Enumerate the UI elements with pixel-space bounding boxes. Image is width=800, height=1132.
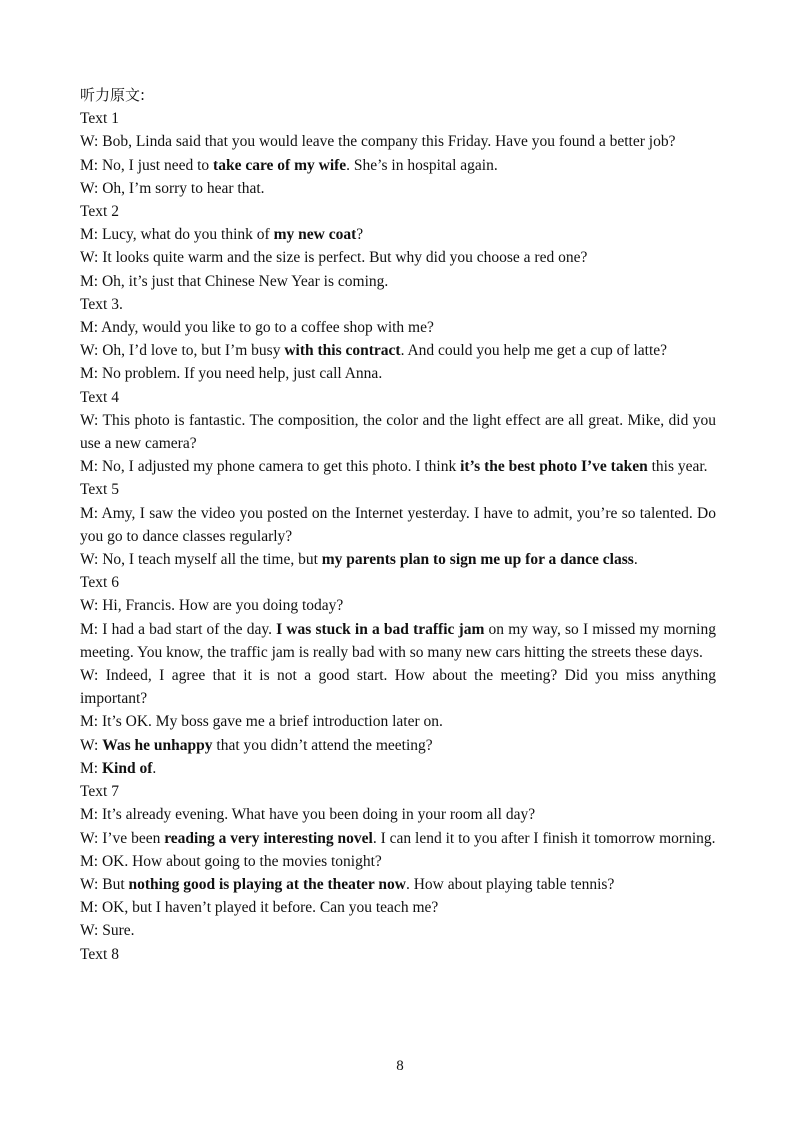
dialogue-line xyxy=(80,664,716,710)
dialogue-line xyxy=(80,223,716,246)
dialogue-text: W: But xyxy=(80,875,129,893)
dialogue-text: . I can lend it to you after I finish it tomorrow morning. xyxy=(372,829,716,847)
dialogue-text: W: Oh, I’m sorry to hear that. xyxy=(80,179,265,197)
dialogue-text: M: Andy, would you like to go to a coffee shop with me? xyxy=(80,319,434,337)
dialogue-line xyxy=(80,873,716,896)
dialogue-text: ? xyxy=(356,226,364,244)
dialogue-line xyxy=(80,362,716,385)
dialogue-line xyxy=(80,455,716,478)
dialogue-text: W: xyxy=(80,736,103,754)
page-number: 8 xyxy=(396,1058,404,1074)
key-phrase: I was stuck in a bad traffic jam xyxy=(276,620,485,638)
dialogue-line xyxy=(80,177,716,200)
key-phrase: Was he unhappy xyxy=(102,736,213,754)
dialogue-text: M: OK, but I haven’t played it before. Can you teach me? xyxy=(80,899,439,917)
dialogue-line xyxy=(80,734,716,757)
dialogue-text: M: No, I just need to xyxy=(80,156,214,174)
section-label-text-1: Text 1 xyxy=(80,110,119,128)
key-phrase: reading a very interesting novel xyxy=(164,829,373,847)
key-phrase: my parents plan to sign me up for a dance class xyxy=(321,551,634,569)
dialogue-line xyxy=(80,548,716,571)
dialogue-line xyxy=(80,270,716,293)
dialogue-line xyxy=(80,896,716,919)
dialogue-text: . xyxy=(152,759,157,777)
section-label-text-8: Text 8 xyxy=(80,945,119,963)
key-phrase: take care of my wife xyxy=(213,156,347,174)
dialogue-line xyxy=(80,502,716,548)
section-label-text-4: Text 4 xyxy=(80,388,119,406)
dialogue-text: W: Bob, Linda said that you would leave the company this Friday. Have you found a better job? xyxy=(80,133,676,151)
dialogue-line xyxy=(80,827,716,850)
section-label-text-3: Text 3. xyxy=(80,295,123,313)
dialogue-text: W: I’ve been xyxy=(80,829,165,847)
dialogue-line xyxy=(80,710,716,733)
dialogue-text: M: Lucy, what do you think of xyxy=(80,226,274,244)
dialogue-text: M: Amy, I saw the video you posted on the Internet yesterday. I have to admit, you’re so talented. Do you go to dance classes regularly? xyxy=(80,504,716,545)
dialogue-line xyxy=(80,154,716,177)
dialogue-text: W: It looks quite warm and the size is perfect. But why did you choose a red one? xyxy=(80,249,588,267)
dialogue-line xyxy=(80,409,716,455)
dialogue-text: W: This photo is fantastic. The composition, the color and the light effect are all great. Mike, did you use a new camera? xyxy=(80,411,716,453)
dialogue-line xyxy=(80,316,716,339)
dialogue-text: M: No, I adjusted my phone camera to get this photo. I think xyxy=(80,458,461,476)
dialogue-text: on my way, so I missed my morning meeting. You know, the traffic jam is really bad with so many new cars hitting the streets these days. xyxy=(80,620,716,661)
dialogue-line xyxy=(80,339,716,362)
section-label-text-7: Text 7 xyxy=(80,783,119,801)
dialogue-text: M: I had a bad start of the day. xyxy=(80,620,277,638)
listening-transcript xyxy=(80,84,716,966)
dialogue-line xyxy=(80,850,716,873)
dialogue-text: . And could you help me get a cup of latte? xyxy=(400,342,668,360)
dialogue-text: M: No problem. If you need help, just call Anna. xyxy=(80,365,383,383)
key-phrase: Kind of xyxy=(101,759,153,777)
dialogue-text: W: No, I teach myself all the time, but xyxy=(80,551,322,569)
dialogue-text: W: Sure. xyxy=(80,922,135,940)
dialogue-text: . She’s in hospital again. xyxy=(346,156,498,174)
dialogue-text: M: xyxy=(80,759,102,777)
dialogue-text: this year. xyxy=(647,458,708,476)
dialogue-text: that you didn’t attend the meeting? xyxy=(212,736,433,754)
dialogue-text: M: OK. How about going to the movies tonight? xyxy=(80,852,382,870)
dialogue-line xyxy=(80,618,716,664)
dialogue-line xyxy=(80,594,716,617)
dialogue-text: W: Indeed, I agree that it is not a good start. How about the meeting? Did you miss anything important? xyxy=(80,667,716,708)
dialogue-line xyxy=(80,803,716,826)
dialogue-text: M: It’s OK. My boss gave me a brief introduction later on. xyxy=(80,713,443,731)
dialogue-line xyxy=(80,246,716,269)
section-label-text-6: Text 6 xyxy=(80,574,119,592)
dialogue-text: M: It’s already evening. What have you been doing in your room all day? xyxy=(80,806,536,824)
transcript-heading: 听力原文: xyxy=(80,86,146,104)
dialogue-line xyxy=(80,919,716,942)
key-phrase: with this contract xyxy=(284,342,401,360)
section-label-text-5: Text 5 xyxy=(80,481,119,499)
key-phrase: it’s the best photo I’ve taken xyxy=(460,458,648,476)
section-label-text-2: Text 2 xyxy=(80,203,119,221)
dialogue-text: M: Oh, it’s just that Chinese New Year is coming. xyxy=(80,272,389,290)
dialogue-line xyxy=(80,757,716,780)
dialogue-line xyxy=(80,130,716,153)
dialogue-text: W: Hi, Francis. How are you doing today? xyxy=(80,597,344,615)
dialogue-text: . xyxy=(633,551,638,569)
key-phrase: nothing good is playing at the theater now xyxy=(128,875,406,893)
dialogue-text: W: Oh, I’d love to, but I’m busy xyxy=(80,342,285,360)
key-phrase: my new coat xyxy=(273,226,357,244)
dialogue-text: . How about playing table tennis? xyxy=(405,875,615,893)
